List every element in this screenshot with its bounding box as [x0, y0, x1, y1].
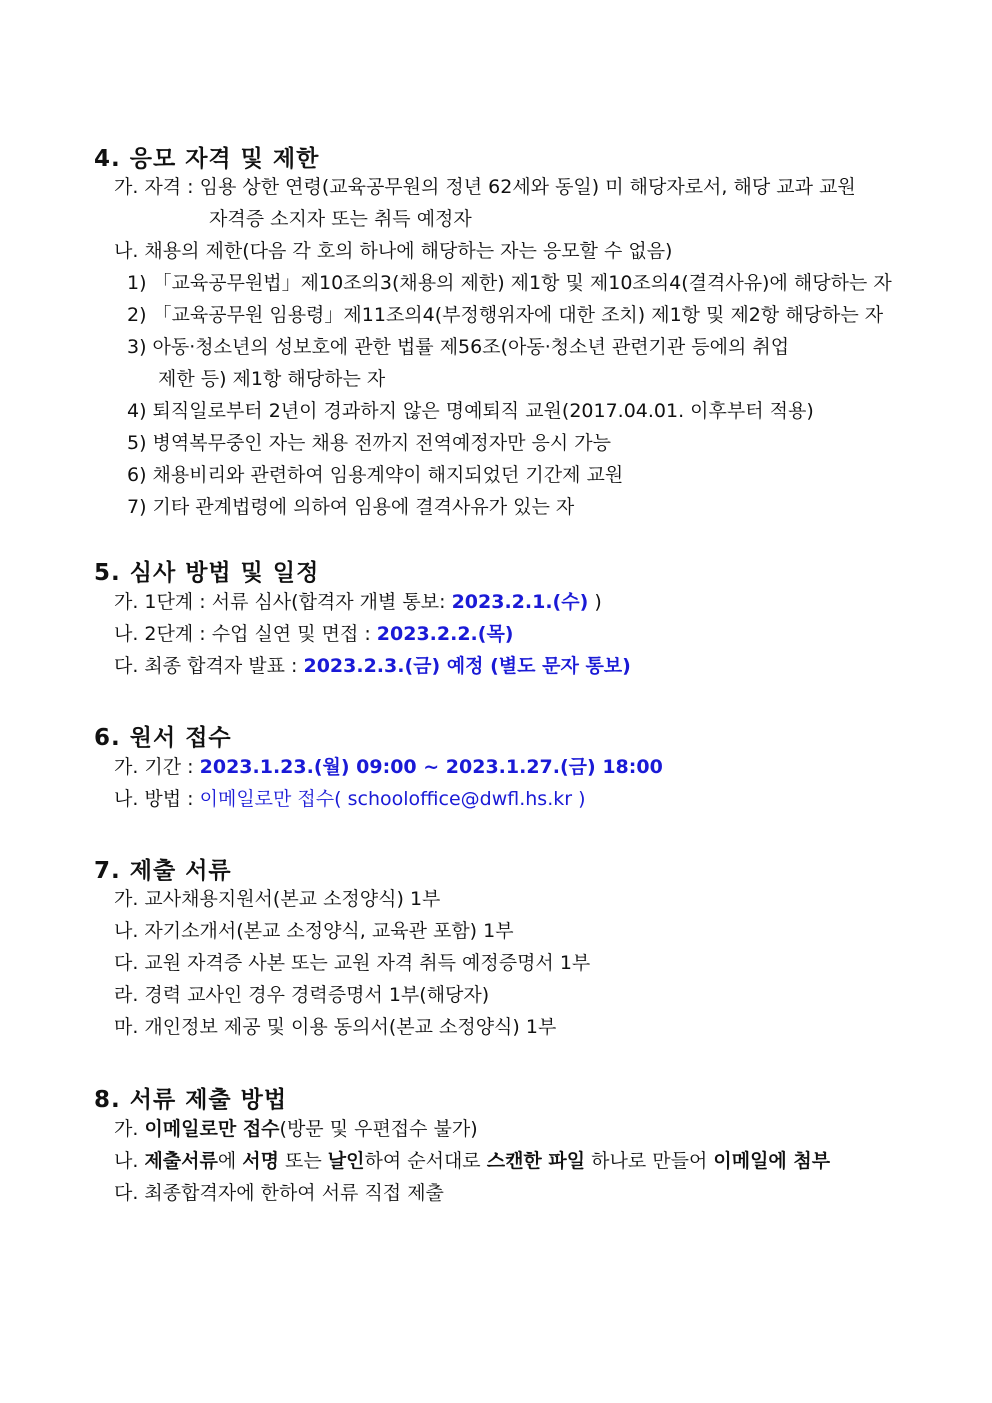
s5-ga-text: 가. 1단계 : 서류 심사(합격자 개별 통보: [114, 591, 452, 613]
s7-da: 다. 교원 자격증 사본 또는 교원 자격 취득 예정증명서 1부 [114, 952, 591, 974]
s8-na-text-4: 하나로 만들어 [585, 1150, 714, 1172]
s6-na [114, 790, 586, 809]
s8-na-text-3: 하여 순서대로 [364, 1150, 487, 1172]
s8-da: 다. 최종합격자에 한하여 서류 직접 제출 [114, 1182, 444, 1204]
s5-ga-date: 2023.2.1.(수) [451, 591, 589, 613]
s5-na [114, 625, 514, 644]
s8-na-bold-5: 이메일에 첨부 [713, 1150, 831, 1172]
s4-ga-line1: 가. 자격 : 임용 상한 연령(교육공무원의 정년 62세와 동일) 미 해당자로서, 해당 교과 교원 [114, 176, 856, 198]
s5-da [114, 657, 631, 676]
s5-na-date: 2023.2.2.(목) [376, 623, 514, 645]
s6-ga-period: 2023.1.23.(월) 09:00 ~ 2023.1.27.(금) 18:00 [199, 756, 663, 778]
s7-ra: 라. 경력 교사인 경우 경력증명서 1부(해당자) [114, 984, 490, 1006]
s6-na-text: 나. 방법 : [114, 788, 200, 810]
s5-da-date: 2023.2.3.(금) 예정 (별도 문자 통보) [303, 655, 631, 677]
section-6-title: 6. 원서 접수 [94, 725, 232, 751]
s6-ga [114, 758, 663, 777]
s7-ga: 가. 교사채용지원서(본교 소정양식) 1부 [114, 888, 441, 910]
s8-na-prefix: 나. [114, 1150, 145, 1172]
s4-ga-line2: 자격증 소지자 또는 취득 예정자 [209, 208, 472, 230]
s4-item-4: 4) 퇴직일로부터 2년이 경과하지 않은 명예퇴직 교원(2017.04.01. 이후부터 적용) [127, 400, 814, 422]
s5-ga [114, 593, 602, 612]
section-4-title: 4. 응모 자격 및 제한 [94, 146, 320, 172]
s8-na-text-2: 또는 [278, 1150, 328, 1172]
s8-na-bold-3: 날인 [327, 1150, 365, 1172]
s4-na: 나. 채용의 제한(다음 각 호의 하나에 해당하는 자는 응모할 수 없음) [114, 240, 673, 262]
s4-item-5: 5) 병역복무중인 자는 채용 전까지 전역예정자만 응시 가능 [127, 432, 611, 454]
s8-ga-prefix: 가. [114, 1118, 145, 1140]
s8-na-text-1: 에 [217, 1150, 243, 1172]
s5-da-text: 다. 최종 합격자 발표 : [114, 655, 304, 677]
s8-na-bold-1: 제출서류 [144, 1150, 218, 1172]
s4-item-3-line2: 제한 등) 제1항 해당하는 자 [158, 368, 386, 390]
s7-na: 나. 자기소개서(본교 소정양식, 교육관 포함) 1부 [114, 920, 514, 942]
s4-item-3-line1: 3) 아동·청소년의 성보호에 관한 법률 제56조(아동·청소년 관련기관 등에의 취업 [127, 336, 790, 358]
s6-na-method: 이메일로만 접수( schooloffice@dwfl.hs.kr ) [199, 788, 586, 810]
section-7-title: 7. 제출 서류 [94, 858, 232, 884]
s8-na [114, 1152, 830, 1171]
s8-na-bold-2: 서명 [242, 1150, 279, 1172]
s8-ga [114, 1120, 478, 1139]
s5-ga-close: ) [588, 591, 602, 613]
section-5-title: 5. 심사 방법 및 일정 [94, 560, 320, 586]
s7-ma: 마. 개인정보 제공 및 이용 동의서(본교 소정양식) 1부 [114, 1016, 557, 1038]
s8-ga-bold: 이메일로만 접수 [144, 1118, 280, 1140]
section-8-title: 8. 서류 제출 방법 [94, 1087, 288, 1113]
s4-item-1: 1) 「교육공무원법」제10조의3(채용의 제한) 제1항 및 제10조의4(결격사유)에 해당하는 자 [127, 272, 892, 294]
s4-item-7: 7) 기타 관계법령에 의하여 임용에 결격사유가 있는 자 [127, 496, 575, 518]
s4-item-2: 2) 「교육공무원 임용령」제11조의4(부정행위자에 대한 조치) 제1항 및 제2항 해당하는 자 [127, 304, 884, 326]
s8-na-bold-4: 스캔한 파일 [486, 1150, 586, 1172]
s5-na-text: 나. 2단계 : 수업 실연 및 면접 : [114, 623, 377, 645]
s4-item-6: 6) 채용비리와 관련하여 임용계약이 해지되었던 기간제 교원 [127, 464, 624, 486]
s6-ga-text: 가. 기간 : [114, 756, 200, 778]
s8-ga-text: (방문 및 우편접수 불가) [279, 1118, 478, 1140]
